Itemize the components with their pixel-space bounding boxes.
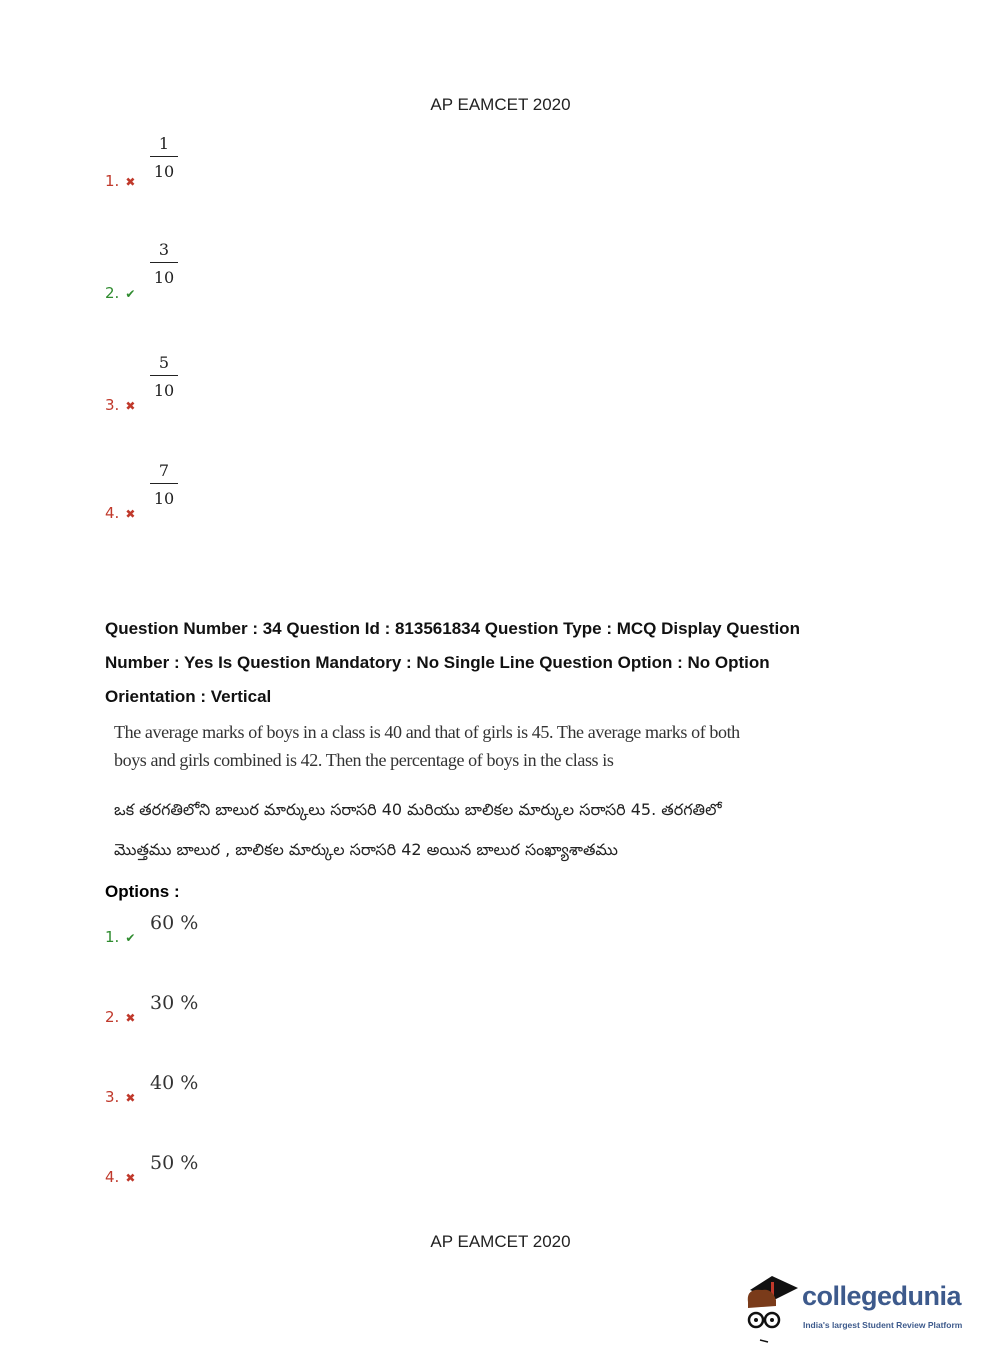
option-value: 30 %	[150, 992, 199, 1014]
option-label: 4.	[105, 1168, 120, 1186]
cross-icon: ✖	[125, 399, 136, 413]
question-section	[105, 612, 965, 1252]
option-number	[105, 172, 135, 190]
option-number	[105, 1008, 135, 1026]
cross-icon: ✖	[125, 175, 136, 189]
fraction-denominator: 10	[153, 489, 175, 508]
check-icon: ✔	[125, 931, 136, 945]
option-row	[105, 1064, 965, 1144]
fraction-numerator: 3	[150, 240, 178, 263]
option-value: 50 %	[150, 1152, 199, 1174]
question-text-telugu: ఒక తరగతిలోని బాలుర మార్కులు సరాసరి 40 మరియు బాలికల మార్కుల సరాసరి 45. తరగతిలో మొత్తము బాలుర , బాలికల మార్కుల సరాసరి 42 అయిన బాలుర సంఖ్యాశాతము	[114, 800, 722, 859]
mascot-icon	[742, 1272, 802, 1344]
option-label: 2.	[105, 1008, 120, 1026]
option-label: 2.	[105, 284, 120, 302]
logo-tagline: India's largest Student Review Platform	[803, 1320, 963, 1330]
logo-brand: collegedunia	[802, 1281, 962, 1311]
option-label: 3.	[105, 396, 120, 414]
fraction	[150, 240, 178, 287]
page-header: AP EAMCET 2020	[430, 95, 571, 114]
cross-icon: ✖	[125, 507, 136, 521]
option-number	[105, 928, 135, 946]
fraction	[150, 461, 178, 508]
option-number	[105, 284, 135, 302]
fraction	[150, 134, 178, 181]
fraction-denominator: 10	[153, 162, 175, 181]
fraction-numerator: 5	[150, 353, 178, 376]
option-number	[105, 396, 135, 414]
option-number	[105, 504, 135, 522]
fraction-denominator: 10	[153, 381, 175, 400]
option-label: 4.	[105, 504, 120, 522]
option-row	[105, 1144, 965, 1224]
option-number	[105, 1088, 135, 1106]
cross-icon: ✖	[125, 1171, 136, 1185]
option-label: 1.	[105, 172, 120, 190]
option-value: 60 %	[150, 912, 199, 934]
option-row	[105, 984, 965, 1064]
question-text-english: The average marks of boys in a class is 40 and that of girls is 45. The average marks of both boys and girls combined is 42. Then the percentage of boys in the class is	[114, 722, 740, 770]
fraction-denominator: 10	[153, 268, 175, 287]
fraction-numerator: 1	[150, 134, 178, 157]
meta-line: Orientation : Vertical	[105, 687, 272, 706]
meta-line: Number : Yes Is Question Mandatory : No Single Line Question Option : No Option	[105, 653, 770, 672]
option-label: 1.	[105, 928, 120, 946]
page-footer: AP EAMCET 2020	[430, 1232, 571, 1251]
options-list	[105, 904, 965, 1224]
options-label: Options :	[105, 882, 180, 901]
meta-line: Question Number : 34 Question Id : 813561834 Question Type : MCQ Display Question	[105, 619, 800, 638]
fraction	[150, 353, 178, 400]
cross-icon: ✖	[125, 1091, 136, 1105]
check-icon: ✔	[125, 287, 136, 301]
option-number	[105, 1168, 135, 1186]
fraction-numerator: 7	[150, 461, 178, 484]
option-label: 3.	[105, 1088, 120, 1106]
question-meta	[105, 612, 965, 714]
option-row	[105, 904, 965, 984]
option-value: 40 %	[150, 1072, 199, 1094]
collegedunia-logo	[742, 1272, 982, 1344]
cross-icon: ✖	[125, 1011, 136, 1025]
